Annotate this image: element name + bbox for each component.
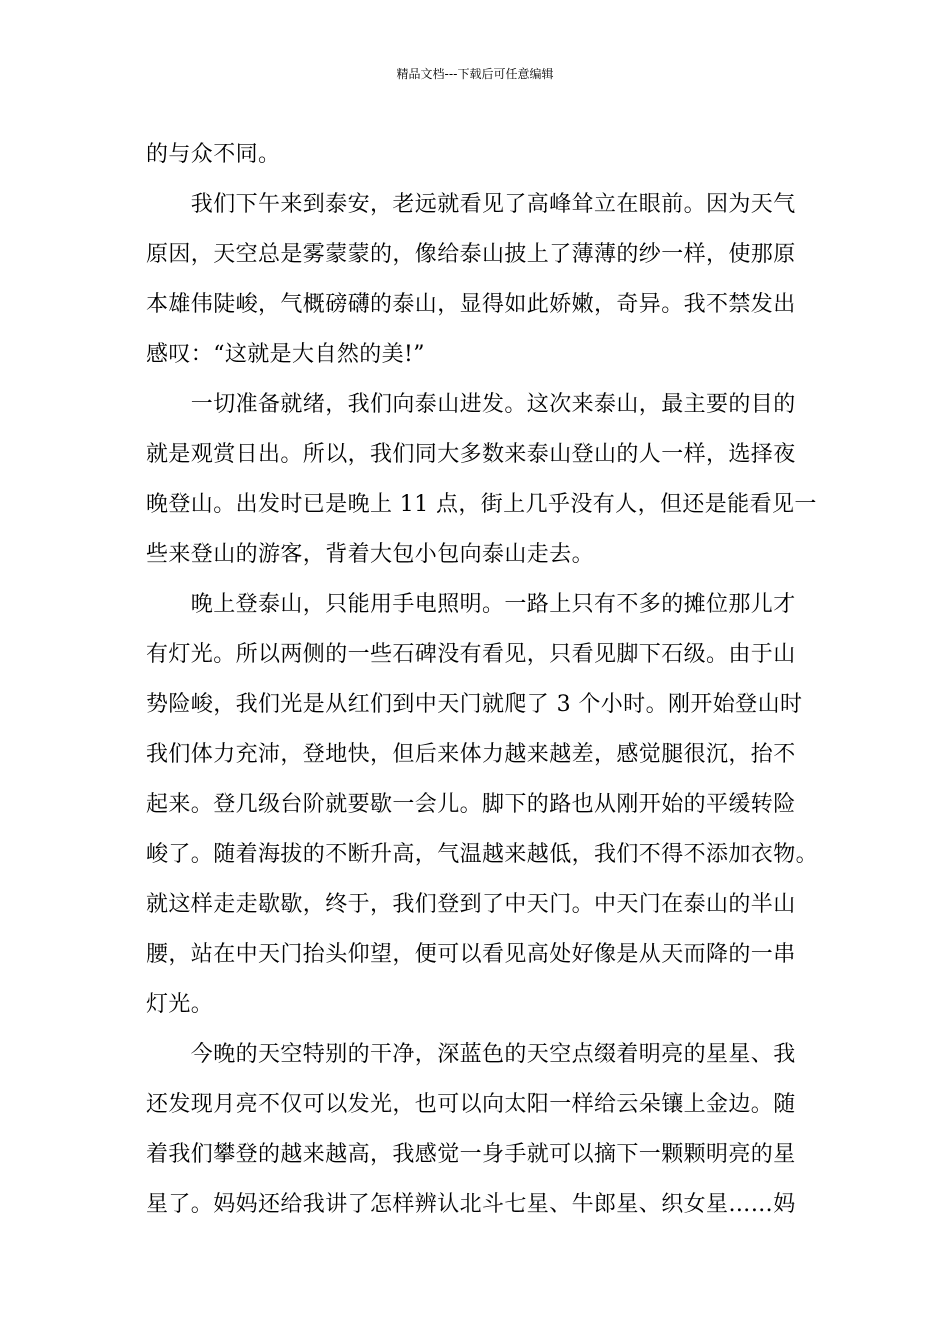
text-line: 就是观赏日出。所以，我们同大多数来泰山登山的人一样，选择夜 [146, 442, 796, 467]
text-line: 本雄伟陡峻，气概磅礴的泰山，显得如此娇嫩，奇异。我不禁发出 [146, 292, 796, 317]
text-line: 一切准备就绪，我们向泰山进发。这次来泰山，最主要的目的 [146, 392, 796, 417]
paragraph [146, 1030, 812, 1230]
text-line: 就这样走走歇歇，终于，我们登到了中天门。中天门在泰山的半山 [146, 892, 796, 917]
text-line: 的与众不同。 [146, 142, 281, 167]
page-header: 精品文档---下载后可任意编辑 [396, 67, 554, 81]
text-line: 腰，站在中天门抬头仰望，便可以看见高处好像是从天而降的一串 [146, 942, 796, 967]
text-line: 晚上登泰山，只能用手电照明。一路上只有不多的摊位那儿才 [146, 592, 796, 617]
text-line: 峻了。随着海拔的不断升高，气温越来越低，我们不得不添加衣物。 [146, 842, 819, 867]
paragraph [146, 580, 819, 1030]
text-line: 原因，天空总是雾蒙蒙的，像给泰山披上了薄薄的纱一样，使那原 [146, 242, 796, 267]
text-line: 灯光。 [146, 992, 214, 1017]
text-line: 晚登山。出发时已是晚上 11 点，街上几乎没有人，但还是能看见一 [146, 492, 817, 517]
paragraph [146, 130, 812, 180]
text-line: 感叹：“这就是大自然的美!” [146, 342, 425, 367]
paragraph [146, 380, 817, 580]
text-line: 我们体力充沛，登地快，但后来体力越来越差，感觉腿很沉，抬不 [146, 742, 796, 767]
text-line: 今晚的天空特别的干净，深蓝色的天空点缀着明亮的星星、我 [146, 1042, 796, 1067]
text-line: 星了。妈妈还给我讲了怎样辨认北斗七星、牛郎星、织女星……妈 [146, 1192, 796, 1217]
text-line: 我们下午来到泰安，老远就看见了高峰耸立在眼前。因为天气 [146, 192, 796, 217]
text-line: 有灯光。所以两侧的一些石碑没有看见，只看见脚下石级。由于山 [146, 642, 796, 667]
text-line: 着我们攀登的越来越高，我感觉一身手就可以摘下一颗颗明亮的星 [146, 1142, 796, 1167]
text-line: 起来。登几级台阶就要歇一会儿。脚下的路也从刚开始的平缓转险 [146, 792, 796, 817]
document-body [146, 130, 819, 1230]
text-line: 势险峻，我们光是从红们到中天门就爬了 3 个小时。刚开始登山时 [146, 692, 803, 717]
text-line: 还发现月亮不仅可以发光，也可以向太阳一样给云朵镶上金边。随 [146, 1092, 796, 1117]
text-line: 些来登山的游客，背着大包小包向泰山走去。 [146, 542, 595, 567]
paragraph [146, 180, 812, 380]
